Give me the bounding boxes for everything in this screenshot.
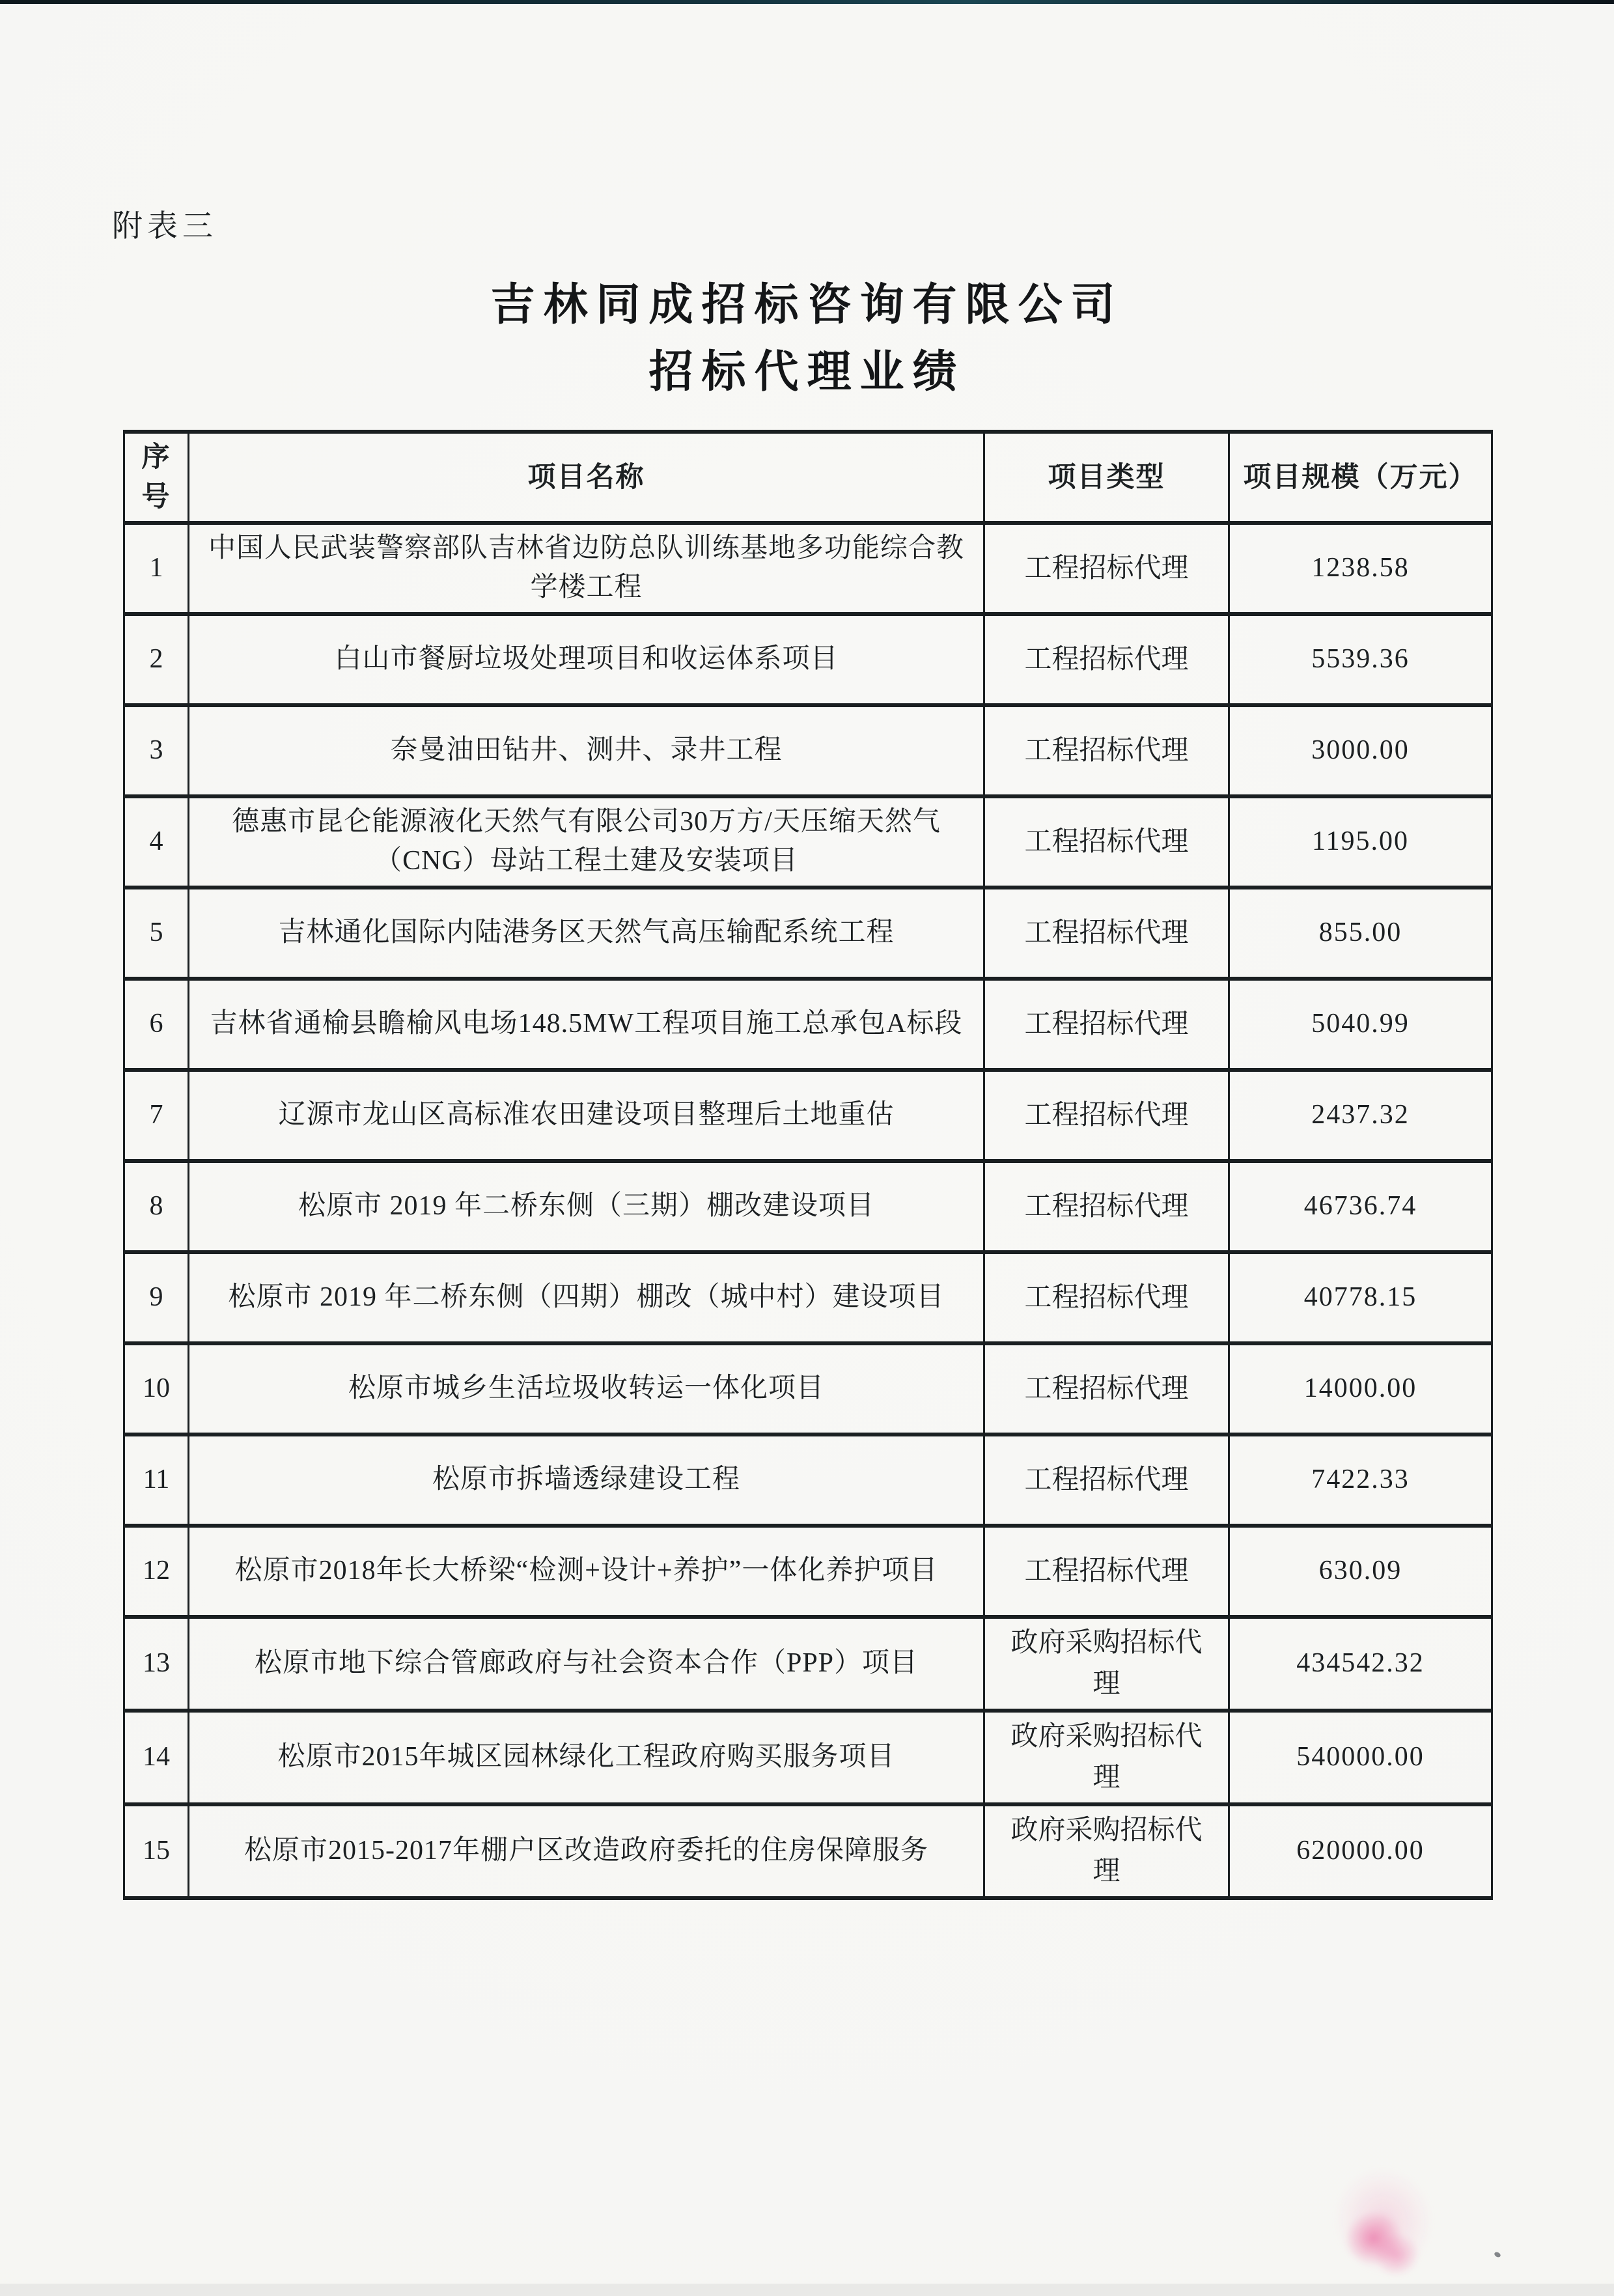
- cell-name: 松原市2015-2017年棚户区改造政府委托的住房保障服务: [189, 1804, 984, 1898]
- project-type-text: 工程招标代理: [1024, 1556, 1189, 1586]
- project-type-text: 工程招标代理: [1024, 1009, 1189, 1039]
- cell-name: 德惠市昆仑能源液化天然气有限公司30万方/天压缩天然气（CNG）母站工程土建及安装项目: [189, 796, 984, 888]
- cell-no: 6: [124, 979, 189, 1070]
- cell-type: [984, 1804, 1229, 1898]
- scan-speck-artifact: [1494, 2251, 1501, 2258]
- cell-name: 松原市 2019 年二桥东侧（四期）棚改（城中村）建设项目: [189, 1252, 984, 1343]
- cell-no: 9: [124, 1252, 189, 1343]
- project-type-text: 工程招标代理: [1024, 1100, 1189, 1130]
- cell-no: 4: [124, 796, 189, 888]
- project-type-text: 工程招标代理: [1024, 735, 1189, 766]
- cell-name: 吉林省通榆县瞻榆风电场148.5MW工程项目施工总承包A标段: [189, 979, 984, 1070]
- cell-name: 辽源市龙山区高标准农田建设项目整理后土地重估: [189, 1070, 984, 1161]
- appendix-label: 附表三: [112, 210, 217, 244]
- table-row: [124, 1526, 1492, 1617]
- project-type-text: 工程招标代理: [1024, 1191, 1189, 1222]
- header-project-scale: 项目规模（万元）: [1229, 432, 1492, 523]
- cell-scale: 7422.33: [1229, 1435, 1492, 1526]
- table-row: [124, 614, 1492, 705]
- table-row: [124, 1070, 1492, 1161]
- cell-scale: 46736.74: [1229, 1161, 1492, 1252]
- table-row: [124, 1711, 1492, 1804]
- cell-type: [984, 1343, 1229, 1435]
- table-row: [124, 1252, 1492, 1343]
- cell-scale: 1238.58: [1229, 523, 1492, 614]
- cell-name: 松原市 2019 年二桥东侧（三期）棚改建设项目: [189, 1161, 984, 1252]
- stamp-smudge-artifact: [1316, 2146, 1451, 2296]
- cell-type: [984, 1617, 1229, 1711]
- project-type-text: 工程招标代理: [1024, 1282, 1189, 1313]
- cell-scale: 540000.00: [1229, 1711, 1492, 1804]
- table-header: [124, 432, 1492, 523]
- cell-scale: 2437.32: [1229, 1070, 1492, 1161]
- cell-type: [984, 979, 1229, 1070]
- project-type-text: 政府采购招标代理: [1010, 1722, 1203, 1793]
- table-row: [124, 1161, 1492, 1252]
- cell-name: 松原市城乡生活垃圾收转运一体化项目: [189, 1343, 984, 1435]
- scanner-edge-artifact: [0, 0, 1614, 4]
- cell-no: 2: [124, 614, 189, 705]
- project-type-text: 工程招标代理: [1024, 1464, 1189, 1495]
- cell-no: 5: [124, 888, 189, 979]
- cell-scale: 5539.36: [1229, 614, 1492, 705]
- table-row: [124, 1617, 1492, 1711]
- table-row: [124, 705, 1492, 796]
- cell-type: [984, 523, 1229, 614]
- cell-no: 15: [124, 1804, 189, 1898]
- cell-scale: 1195.00: [1229, 796, 1492, 888]
- cell-no: 10: [124, 1343, 189, 1435]
- cell-scale: 14000.00: [1229, 1343, 1492, 1435]
- cell-name: 白山市餐厨垃圾处理项目和收运体系项目: [189, 614, 984, 705]
- cell-scale: 434542.32: [1229, 1617, 1492, 1711]
- cell-type: [984, 1070, 1229, 1161]
- table-row: [124, 888, 1492, 979]
- cell-name: 奈曼油田钻井、测井、录井工程: [189, 705, 984, 796]
- header-project-name: 项目名称: [189, 432, 984, 523]
- cell-type: [984, 1252, 1229, 1343]
- cell-no: 3: [124, 705, 189, 796]
- cell-type: [984, 1526, 1229, 1617]
- table-body: [124, 523, 1492, 1898]
- cell-no: 14: [124, 1711, 189, 1804]
- document-title-line2: 招标代理业绩: [648, 347, 966, 397]
- cell-type: [984, 1161, 1229, 1252]
- cell-type: [984, 796, 1229, 888]
- table-row: [124, 523, 1492, 614]
- cell-type: [984, 1435, 1229, 1526]
- project-type-text: 政府采购招标代理: [1010, 1628, 1203, 1700]
- document-title-line1: 吉林同成招标咨询有限公司: [490, 280, 1124, 329]
- table-row: [124, 796, 1492, 888]
- cell-scale: 5040.99: [1229, 979, 1492, 1070]
- cell-type: [984, 1711, 1229, 1804]
- project-type-text: 工程招标代理: [1024, 553, 1189, 583]
- cell-type: [984, 614, 1229, 705]
- header-project-type: 项目类型: [984, 432, 1229, 523]
- cell-name: 吉林通化国际内陆港务区天然气高压输配系统工程: [189, 888, 984, 979]
- cell-scale: 3000.00: [1229, 705, 1492, 796]
- cell-name: 松原市2015年城区园林绿化工程政府购买服务项目: [189, 1711, 984, 1804]
- table-row: [124, 1435, 1492, 1526]
- cell-name: 松原市2018年长大桥梁“检测+设计+养护”一体化养护项目: [189, 1526, 984, 1617]
- cell-no: 13: [124, 1617, 189, 1711]
- table-row: [124, 1804, 1492, 1898]
- cell-type: [984, 705, 1229, 796]
- project-type-text: 政府采购招标代理: [1010, 1815, 1203, 1887]
- header-serial-number: 序号: [124, 432, 189, 523]
- cell-no: 11: [124, 1435, 189, 1526]
- cell-no: 1: [124, 523, 189, 614]
- project-type-text: 工程招标代理: [1024, 826, 1189, 857]
- project-type-text: 工程招标代理: [1024, 917, 1189, 948]
- performance-table: [123, 430, 1493, 1900]
- cell-no: 8: [124, 1161, 189, 1252]
- cell-name: 松原市地下综合管廊政府与社会资本合作（PPP）项目: [189, 1617, 984, 1711]
- project-type-text: 工程招标代理: [1024, 1373, 1189, 1404]
- table-row: [124, 979, 1492, 1070]
- header-row: [124, 432, 1492, 523]
- cell-name: 中国人民武装警察部队吉林省边防总队训练基地多功能综合教学楼工程: [189, 523, 984, 614]
- cell-scale: 855.00: [1229, 888, 1492, 979]
- cell-name: 松原市拆墙透绿建设工程: [189, 1435, 984, 1526]
- cell-type: [984, 888, 1229, 979]
- cell-scale: 620000.00: [1229, 1804, 1492, 1898]
- project-type-text: 工程招标代理: [1024, 644, 1189, 675]
- cell-no: 7: [124, 1070, 189, 1161]
- cell-scale: 40778.15: [1229, 1252, 1492, 1343]
- cell-scale: 630.09: [1229, 1526, 1492, 1617]
- cell-no: 12: [124, 1526, 189, 1617]
- table-row: [124, 1343, 1492, 1435]
